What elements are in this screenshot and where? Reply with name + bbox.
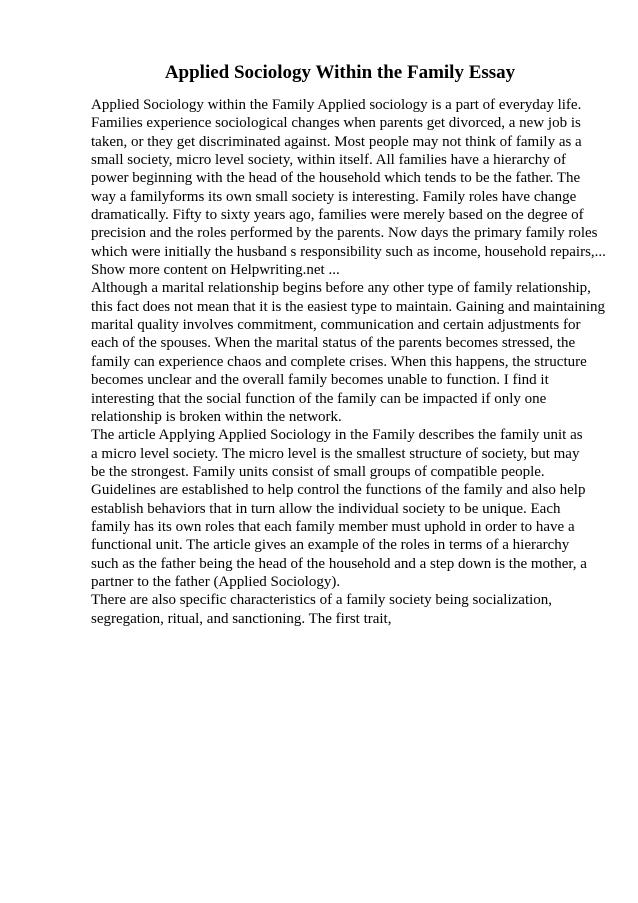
text-line: dramatically. Fifty to sixty years ago, families were merely based on the degree of bbox=[91, 207, 584, 224]
text-line: family has its own roles that each family member must uphold in order to have a bbox=[91, 518, 575, 535]
document-title: Applied Sociology Within the Family Essay bbox=[164, 62, 516, 83]
text-line: establish behaviors that in turn allow the individual society to be unique. Each bbox=[91, 500, 561, 517]
text-line: a micro level society. The micro level is the smallest structure of society, but may bbox=[91, 445, 580, 462]
text-line: Although a marital relationship begins before any other type of family relationship, bbox=[91, 280, 591, 297]
text-line: each of the spouses. When the marital status of the parents becomes stressed, the bbox=[91, 335, 576, 352]
text-line: small society, micro level society, within itself. All families have a hierarchy of bbox=[91, 152, 566, 169]
text-line: Families experience sociological changes when parents get divorced, a new job is bbox=[91, 115, 581, 132]
text-line: Applied Sociology within the Family Applied sociology is a part of everyday life. bbox=[91, 97, 582, 113]
text-line: becomes unclear and the overall family becomes unable to function. I find it bbox=[91, 372, 549, 389]
text-line: be the strongest. Family units consist of small groups of compatible people. bbox=[91, 463, 545, 480]
text-line: functional unit. The article gives an example of the roles in terms of a hierarchy bbox=[91, 537, 570, 554]
text-line: which were initially the husband s responsibility such as income, household repairs,... bbox=[91, 243, 606, 260]
text-line: this fact does not mean that it is the easiest type to maintain. Gaining and maintaining bbox=[91, 298, 606, 315]
text-line: segregation, ritual, and sanctioning. The first trait, bbox=[91, 610, 392, 627]
document-body bbox=[91, 96, 611, 628]
text-line: interesting that the social function of the family can be impacted if only one bbox=[91, 390, 547, 407]
text-line: precision and the roles performed by the parents. Now days the primary family roles bbox=[91, 225, 598, 242]
text-line: power beginning with the head of the household which tends to be the father. The bbox=[91, 170, 581, 187]
text-line: Guidelines are established to help control the functions of the family and also help bbox=[91, 482, 586, 499]
text-line: There are also specific characteristics of a family society being socialization, bbox=[91, 592, 553, 609]
text-line: relationship is broken within the network. bbox=[91, 408, 342, 425]
text-line: The article Applying Applied Sociology in the Family describes the family unit as bbox=[91, 427, 583, 444]
text-line: way a familyforms its own small society is interesting. Family roles have change bbox=[91, 188, 577, 205]
text-line: taken, or they get discriminated against. Most people may not think of family as a bbox=[91, 133, 582, 150]
show-more-line: Show more content on Helpwriting.net ... bbox=[91, 262, 340, 279]
text-line: marital quality involves commitment, communication and certain adjustments for bbox=[91, 317, 581, 334]
text-line: such as the father being the head of the household and a step down is the mother, a bbox=[91, 555, 587, 572]
text-line: family can experience chaos and complete crises. When this happens, the structure bbox=[91, 353, 587, 370]
text-line: partner to the father (Applied Sociology). bbox=[91, 573, 341, 590]
